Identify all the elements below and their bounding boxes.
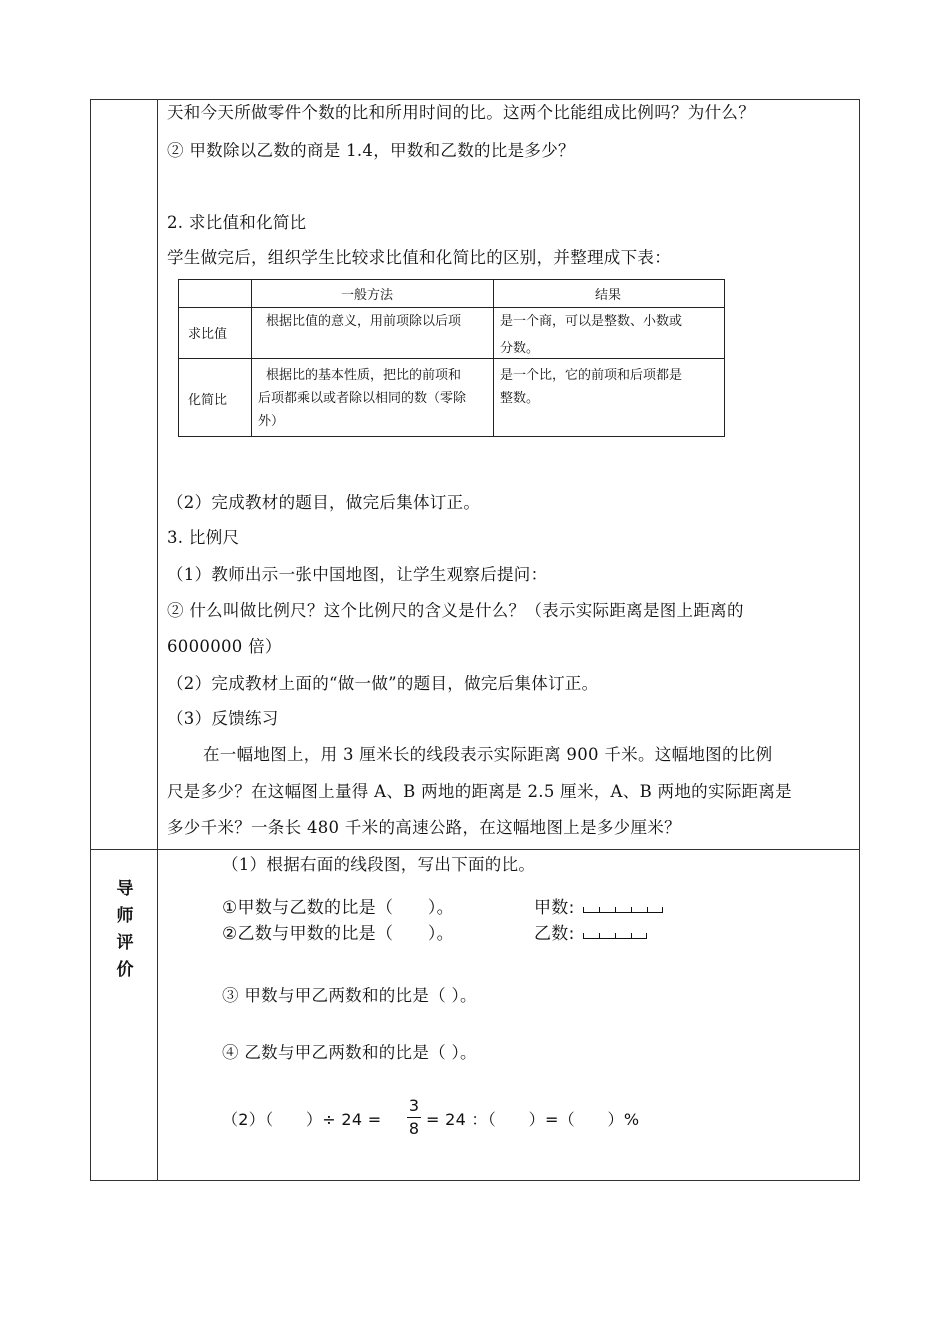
equation-prefix: （2）（ ）÷ 24 = <box>222 1110 382 1129</box>
comparison-table <box>178 279 725 437</box>
question-text: （1）根据右面的线段图，写出下面的比。 <box>222 855 536 874</box>
frame-bottom-border <box>90 1180 860 1181</box>
table-cell: 外） <box>258 414 285 429</box>
segment-tick <box>599 933 600 939</box>
table-cell: 根据比的基本性质，把比的前项和 <box>266 368 462 383</box>
segment-diagram-a <box>583 906 663 913</box>
section-heading: 2. 求比值和化简比 <box>167 213 307 232</box>
frame-left-border <box>90 99 91 1181</box>
table-cell: 后项都乘以或者除以相同的数（零除 <box>258 391 467 406</box>
segment-diagram-b <box>583 932 647 939</box>
text-line: （2）完成教材的题目，做完后集体订正。 <box>167 493 481 512</box>
segment-label: 乙数: <box>534 924 575 944</box>
label-char: 导 <box>116 879 134 899</box>
table-cell: 是一个比，它的前项和后项都是 <box>500 368 683 383</box>
row-label: 求比值 <box>188 327 228 342</box>
segment-tick <box>662 907 663 913</box>
label-char: 价 <box>116 960 134 980</box>
segment-tick <box>615 933 616 939</box>
text-line: ② 什么叫做比例尺？这个比例尺的含义是什么？（表示实际距离是图上距离的 <box>167 601 744 620</box>
evaluation-label <box>110 876 140 984</box>
segment-tick <box>599 907 600 913</box>
segment-tick <box>646 933 647 939</box>
table-cell: 根据比值的意义，用前项除以后项 <box>266 314 462 329</box>
label-char: 师 <box>116 906 134 926</box>
text-line: （3）反馈练习 <box>167 709 279 728</box>
question-item: ②乙数与甲数的比是（ ）。 <box>222 924 454 944</box>
row-label: 化简比 <box>188 393 228 408</box>
table-cell: 整数。 <box>500 391 540 406</box>
frame-right-border <box>859 99 860 1181</box>
text-line: 学生做完后，组织学生比较求比值和化简比的区别，并整理成下表： <box>167 248 671 267</box>
frame-top-border <box>90 99 860 100</box>
frame-row-divider <box>90 849 860 850</box>
segment-tick <box>583 907 584 913</box>
fraction <box>407 1097 421 1138</box>
text-line: （2）完成教材上面的“做一做”的题目，做完后集体订正。 <box>167 674 599 693</box>
segment-tick <box>583 933 584 939</box>
segment-tick <box>647 907 648 913</box>
fraction-denominator: 8 <box>408 1119 420 1138</box>
segment-tick <box>631 907 632 913</box>
segment-tick <box>631 933 632 939</box>
fraction-bar <box>407 1117 421 1118</box>
question-item: ③ 甲数与甲乙两数和的比是（ ）。 <box>222 986 477 1005</box>
table-cell: 分数。 <box>500 341 540 356</box>
segment-tick <box>615 907 616 913</box>
text-line: ② 甲数除以乙数的商是 1.4，甲数和乙数的比是多少？ <box>167 141 575 160</box>
frame-column-divider <box>157 99 158 1181</box>
text-line: 多少千米？一条长 480 千米的高速公路，在这幅地图上是多少厘米？ <box>167 818 681 837</box>
text-line: （1）教师出示一张中国地图，让学生观察后提问： <box>167 565 548 584</box>
segment-label: 甲数: <box>534 898 575 918</box>
fraction-numerator: 3 <box>408 1096 420 1115</box>
table-header: 结果 <box>595 288 622 303</box>
question-item: ①甲数与乙数的比是（ ）。 <box>222 898 454 918</box>
question-item: ④ 乙数与甲乙两数和的比是（ ）。 <box>222 1043 477 1062</box>
section-heading: 3. 比例尺 <box>167 528 240 547</box>
label-char: 评 <box>116 933 134 953</box>
text-line: 天和今天所做零件个数的比和所用时间的比。这两个比能组成比例吗？为什么？ <box>167 103 755 122</box>
table-header: 一般方法 <box>341 288 394 303</box>
table-cell: 是一个商，可以是整数、小数或 <box>500 314 683 329</box>
text-line: 尺是多少？在这幅图上量得 A、B 两地的距离是 2.5 厘米，A、B 两地的实际距离是 <box>167 782 792 801</box>
text-line: 6000000 倍） <box>167 637 282 656</box>
text-line: 在一幅地图上，用 3 厘米长的线段表示实际距离 900 千米。这幅地图的比例 <box>203 745 773 764</box>
equation-suffix: = 24 ：（ ）=（ ）% <box>426 1110 640 1129</box>
